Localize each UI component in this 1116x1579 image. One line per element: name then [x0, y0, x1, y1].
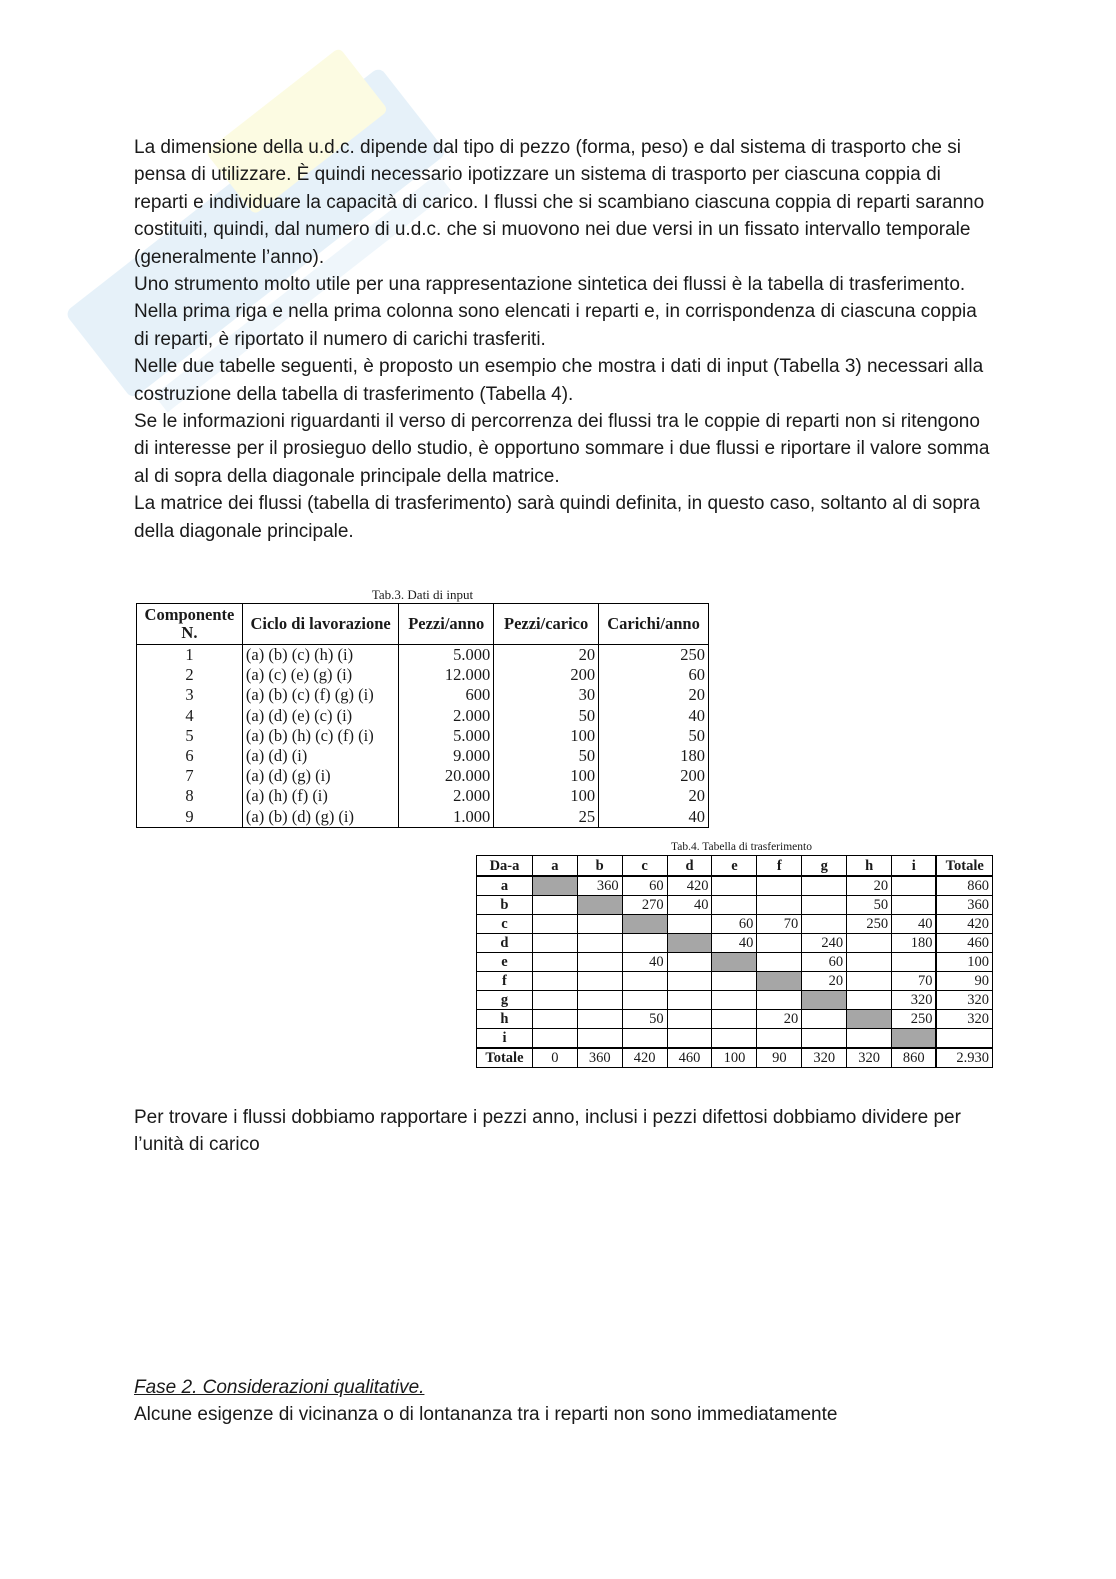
table-cell: [892, 876, 937, 896]
diagonal-cell: [577, 896, 622, 915]
table-cell: [757, 876, 802, 896]
table-cell: [667, 953, 712, 972]
table-cell: 20: [802, 972, 847, 991]
table-cell: [532, 953, 577, 972]
table-cell: [936, 1029, 992, 1049]
table-cell: [757, 896, 802, 915]
table-cell: 40: [892, 915, 937, 934]
table-cell: 20.000: [399, 766, 494, 786]
table-cell: 4: [137, 706, 243, 726]
table-cell: (a) (b) (h) (c) (f) (i): [242, 726, 398, 746]
table-cell: [532, 972, 577, 991]
table-cell: [667, 972, 712, 991]
table-3-container: [136, 587, 709, 828]
table-cell: 8: [137, 786, 243, 806]
table-cell: 12.000: [399, 665, 494, 685]
table-cell: 180: [599, 746, 709, 766]
table-cell: 20: [847, 876, 892, 896]
table-cell: (a) (d) (i): [242, 746, 398, 766]
table-cell: 2: [137, 665, 243, 685]
table-cell: 20: [494, 645, 599, 666]
paragraph: Alcune esigenze di vicinanza o di lontananza tra i reparti non sono immediatamente: [134, 1404, 838, 1426]
table-cell: [712, 991, 757, 1010]
row-header: i: [477, 1029, 533, 1049]
table-cell: 25: [494, 807, 599, 828]
table-cell: [757, 934, 802, 953]
table-cell: 30: [494, 685, 599, 705]
table-4-container: [476, 840, 993, 1068]
table-cell: 360: [577, 1048, 622, 1068]
table-cell: 100: [712, 1048, 757, 1068]
table-cell: [577, 1029, 622, 1049]
table-cell: 1: [137, 645, 243, 666]
table-row: [477, 991, 993, 1010]
column-header: Da-a: [477, 856, 533, 877]
table-cell: [532, 1010, 577, 1029]
table-cell: [667, 915, 712, 934]
table-cell: [892, 896, 937, 915]
table-row: [137, 706, 709, 726]
table-row: [477, 953, 993, 972]
table-row: [137, 807, 709, 828]
row-header: Totale: [477, 1048, 533, 1068]
table-cell: 20: [599, 786, 709, 806]
table-cell: 60: [622, 876, 667, 896]
table-3-caption: Tab.3. Dati di input: [371, 587, 474, 602]
table-cell: 3: [137, 685, 243, 705]
table-row: [477, 1010, 993, 1029]
table-cell: (a) (h) (f) (i): [242, 786, 398, 806]
table-cell: 40: [667, 896, 712, 915]
table-cell: 600: [399, 685, 494, 705]
table-cell: [712, 1029, 757, 1049]
row-header: c: [477, 915, 533, 934]
table-cell: 9.000: [399, 746, 494, 766]
table-cell: 860: [936, 876, 992, 896]
table-cell: [532, 915, 577, 934]
table-cell: [712, 896, 757, 915]
table-cell: 460: [936, 934, 992, 953]
paragraph: Se le informazioni riguardanti il verso di percorrenza dei flussi tra le coppie di reparti non si ritengono di interesse per il prosieguo dello studio, è opportuno sommare i due flussi e riportare il valore somma al di sopra della diagonale principale della matrice.: [134, 411, 990, 487]
table-row: [137, 766, 709, 786]
table-cell: 90: [936, 972, 992, 991]
table-cell: (a) (c) (e) (g) (i): [242, 665, 398, 685]
table-cell: [577, 915, 622, 934]
table-cell: 2.000: [399, 786, 494, 806]
table-cell: [577, 1010, 622, 1029]
table-cell: 20: [599, 685, 709, 705]
table-cell: [847, 1029, 892, 1049]
table-cell: 420: [622, 1048, 667, 1068]
table-cell: [622, 972, 667, 991]
table-cell: 60: [599, 665, 709, 685]
table-cell: 5.000: [399, 645, 494, 666]
row-header: h: [477, 1010, 533, 1029]
table-cell: [802, 915, 847, 934]
table-cell: [667, 991, 712, 1010]
table-cell: 180: [892, 934, 937, 953]
table-cell: (a) (d) (e) (c) (i): [242, 706, 398, 726]
table-cell: 250: [847, 915, 892, 934]
explanation-text: [134, 1104, 994, 1159]
diagonal-cell: [667, 934, 712, 953]
row-header: e: [477, 953, 533, 972]
table-cell: (a) (b) (c) (f) (g) (i): [242, 685, 398, 705]
phase-section: [134, 1374, 994, 1429]
table-row: [137, 726, 709, 746]
table-cell: 5: [137, 726, 243, 746]
table-cell: 360: [936, 896, 992, 915]
table-cell: [847, 991, 892, 1010]
table-cell: [577, 934, 622, 953]
paragraph: Uno strumento molto utile per una rappresentazione sintetica dei flussi è la tabella di trasferimento.: [134, 274, 966, 296]
column-header: Pezzi/carico: [494, 604, 599, 645]
table-cell: 360: [577, 876, 622, 896]
table-cell: 5.000: [399, 726, 494, 746]
table-cell: [622, 991, 667, 1010]
table-cell: [712, 1010, 757, 1029]
table-cell: 60: [802, 953, 847, 972]
table-cell: [757, 1029, 802, 1049]
column-header: c: [622, 856, 667, 877]
table-cell: [577, 972, 622, 991]
table-cell: 50: [622, 1010, 667, 1029]
row-header: a: [477, 876, 533, 896]
diagonal-cell: [847, 1010, 892, 1029]
column-header: Pezzi/anno: [399, 604, 494, 645]
diagonal-cell: [712, 953, 757, 972]
table-cell: [802, 1010, 847, 1029]
table-cell: 40: [622, 953, 667, 972]
table-cell: [847, 934, 892, 953]
paragraph: Nella prima riga e nella prima colonna sono elencati i reparti e, in corrispondenza di ciascuna coppia di reparti, è riportato il numero di carichi trasferiti.: [134, 301, 977, 350]
table-row: [477, 876, 993, 896]
paragraph: Per trovare i flussi dobbiamo rapportare i pezzi anno, inclusi i pezzi difettosi dobbiamo dividere per l’unità di carico: [134, 1107, 961, 1156]
table-cell: 200: [599, 766, 709, 786]
table-cell: 250: [892, 1010, 937, 1029]
table-cell: [757, 953, 802, 972]
table-cell: 860: [892, 1048, 937, 1068]
table-row: [137, 645, 709, 666]
column-header: Carichi/anno: [599, 604, 709, 645]
table-cell: [577, 991, 622, 1010]
table-cell: 320: [936, 991, 992, 1010]
column-header: Totale: [936, 856, 992, 877]
column-header: a: [532, 856, 577, 877]
table-row: [477, 896, 993, 915]
table-cell: [802, 876, 847, 896]
table-cell: [622, 1029, 667, 1049]
table-cell: (a) (b) (d) (g) (i): [242, 807, 398, 828]
column-header: i: [892, 856, 937, 877]
table-cell: [802, 1029, 847, 1049]
column-header: f: [757, 856, 802, 877]
table-cell: [847, 972, 892, 991]
row-header: g: [477, 991, 533, 1010]
diagonal-cell: [892, 1029, 937, 1049]
column-header: b: [577, 856, 622, 877]
column-header: g: [802, 856, 847, 877]
row-header: b: [477, 896, 533, 915]
row-header: f: [477, 972, 533, 991]
diagonal-cell: [802, 991, 847, 1010]
section-title: Fase 2. Considerazioni qualitative.: [134, 1377, 425, 1398]
table-cell: [802, 896, 847, 915]
diagonal-cell: [532, 876, 577, 896]
table-cell: [892, 953, 937, 972]
table-cell: [532, 991, 577, 1010]
table-header-row: [137, 604, 709, 645]
table-cell: 50: [599, 726, 709, 746]
table-row: [137, 786, 709, 806]
table-cell: 0: [532, 1048, 577, 1068]
table-cell: 420: [667, 876, 712, 896]
column-header: e: [712, 856, 757, 877]
table-cell: 90: [757, 1048, 802, 1068]
column-header: d: [667, 856, 712, 877]
table-cell: 70: [892, 972, 937, 991]
table-cell: 20: [757, 1010, 802, 1029]
table-cell: 40: [712, 934, 757, 953]
table-cell: 320: [802, 1048, 847, 1068]
table-cell: [532, 934, 577, 953]
table-cell: 2.930: [936, 1048, 992, 1068]
table-cell: [532, 896, 577, 915]
table-row: [477, 1029, 993, 1049]
table-cell: [532, 1029, 577, 1049]
row-header: d: [477, 934, 533, 953]
table-cell: 100: [494, 726, 599, 746]
table-cell: 420: [936, 915, 992, 934]
table-cell: 320: [892, 991, 937, 1010]
table-cell: 320: [936, 1010, 992, 1029]
table-cell: 50: [847, 896, 892, 915]
table-cell: 100: [494, 786, 599, 806]
table-row: [477, 915, 993, 934]
table-cell: 60: [712, 915, 757, 934]
table-cell: [712, 972, 757, 991]
table-header-row: [477, 856, 993, 877]
table-cell: 9: [137, 807, 243, 828]
column-header: Componente N.: [137, 604, 243, 645]
intro-text: [134, 134, 994, 545]
table-cell: 1.000: [399, 807, 494, 828]
column-header: Ciclo di lavorazione: [242, 604, 398, 645]
table-cell: 50: [494, 746, 599, 766]
transfer-table: [476, 855, 993, 1068]
paragraph: La dimensione della u.d.c. dipende dal tipo di pezzo (forma, peso) e dal sistema di trasporto che si pensa di utilizzare. È quindi necessario ipotizzare un sistema di trasporto per ciascuna coppia di reparti e individuare la capacità di carico. I flussi che si scambiano ciascuna coppia di reparti saranno costituiti, quindi, dal numero di u.d.c. che si muovono nei due versi in un fissato intervallo temporale (generalmente l’anno).: [134, 137, 985, 268]
table-cell: 7: [137, 766, 243, 786]
table-cell: 6: [137, 746, 243, 766]
table-cell: 50: [494, 706, 599, 726]
total-row: [477, 1048, 993, 1068]
table-cell: [757, 991, 802, 1010]
table-cell: 250: [599, 645, 709, 666]
table-cell: [712, 876, 757, 896]
table-4-caption: Tab.4. Tabella di trasferimento: [671, 841, 812, 853]
table-cell: (a) (d) (g) (i): [242, 766, 398, 786]
table-row: [137, 746, 709, 766]
column-header: h: [847, 856, 892, 877]
paragraph: Nelle due tabelle seguenti, è proposto un esempio che mostra i dati di input (Tabella 3) necessari alla costruzione della tabella di trasferimento (Tabella 4).: [134, 356, 984, 405]
table-cell: 200: [494, 665, 599, 685]
table-cell: (a) (b) (c) (h) (i): [242, 645, 398, 666]
table-cell: 70: [757, 915, 802, 934]
table-cell: [667, 1029, 712, 1049]
table-cell: 40: [599, 807, 709, 828]
table-cell: 240: [802, 934, 847, 953]
table-cell: [577, 953, 622, 972]
table-cell: 40: [599, 706, 709, 726]
table-cell: [622, 934, 667, 953]
table-cell: 2.000: [399, 706, 494, 726]
table-cell: [847, 953, 892, 972]
table-row: [477, 972, 993, 991]
table-cell: [667, 1010, 712, 1029]
table-cell: 100: [936, 953, 992, 972]
table-cell: 460: [667, 1048, 712, 1068]
input-data-table: [136, 603, 709, 828]
table-cell: 320: [847, 1048, 892, 1068]
diagonal-cell: [757, 972, 802, 991]
table-cell: 100: [494, 766, 599, 786]
paragraph: La matrice dei flussi (tabella di trasferimento) sarà quindi definita, in questo caso, soltanto al di sopra della diagonale principale.: [134, 493, 980, 542]
diagonal-cell: [622, 915, 667, 934]
table-row: [477, 934, 993, 953]
table-cell: 270: [622, 896, 667, 915]
table-row: [137, 665, 709, 685]
table-row: [137, 685, 709, 705]
